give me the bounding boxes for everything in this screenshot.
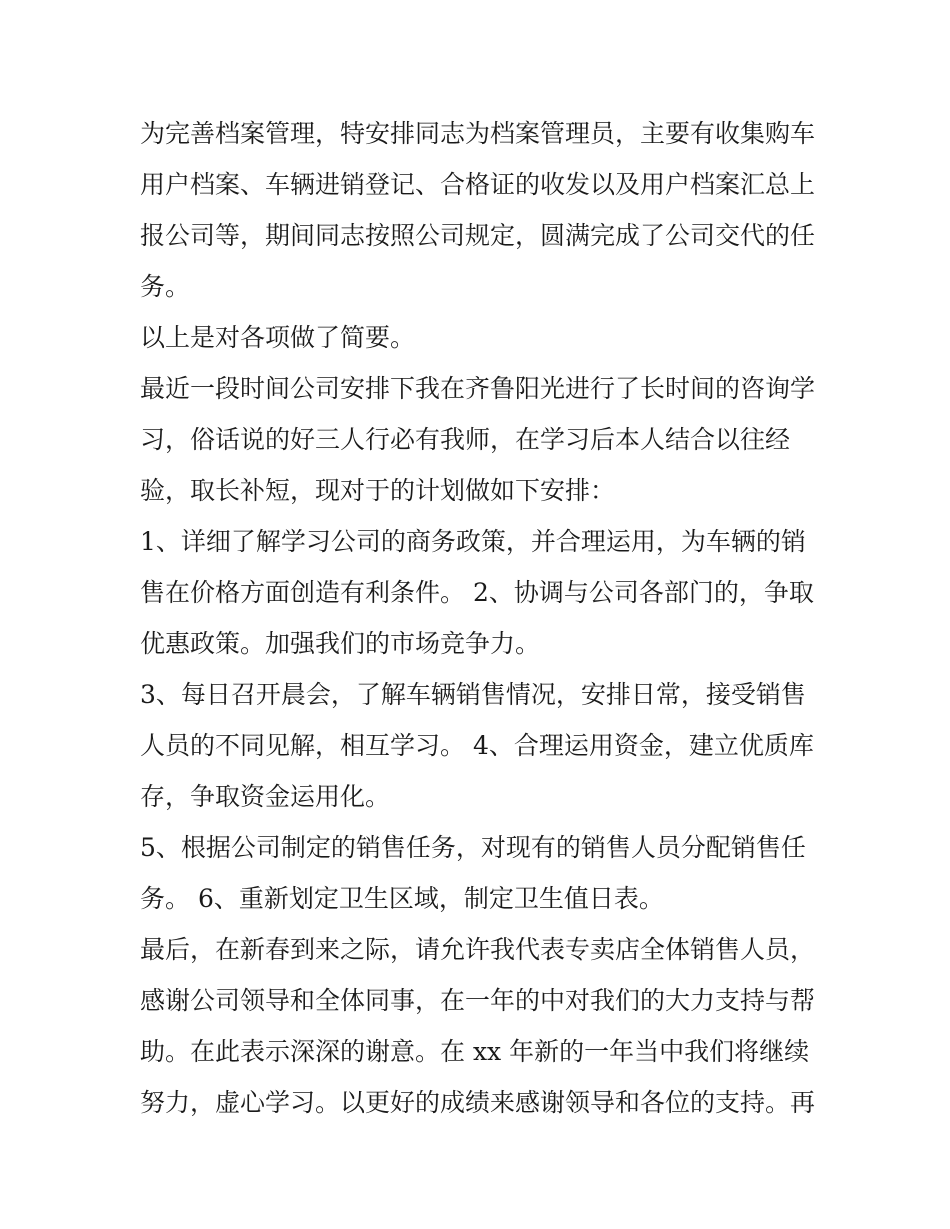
text-line-6: 最近一段时间公司安排下我在齐鲁阳光进行了长时间的咨询学: [140, 374, 816, 403]
text-line-7: 习，俗话说的好三人行必有我师，在学习后本人结合以往经: [140, 425, 791, 454]
text-line-5: 以上是对各项做了简要。: [140, 323, 416, 352]
text-line-20: 努力，虚心学习。以更好的成绩来感谢领导和各位的支持。再: [140, 1088, 816, 1117]
text-line-18: 感谢公司领导和全体同事，在一年的中对我们的大力支持与帮: [140, 986, 816, 1015]
text-line-3: 报公司等，期间同志按照公司规定，圆满完成了公司交代的任: [140, 221, 816, 250]
text-line-17: 最后，在新春到来之际，请允许我代表专卖店全体销售人员，: [140, 935, 816, 964]
text-line-19: 助。在此表示深深的谢意。在 xx 年新的一年当中我们将继续: [140, 1037, 810, 1066]
text-line-13: 人员的不同见解，相互学习。 4、合理运用资金，建立优质库: [140, 731, 814, 760]
text-line-12: 3、每日召开晨会，了解车辆销售情况，安排日常，接受销售: [140, 680, 806, 709]
text-line-4: 务。: [140, 272, 191, 301]
text-line-8: 验，取长补短，现对于的计划做如下安排：: [140, 476, 616, 505]
text-line-14: 存，争取资金运用化。: [140, 782, 391, 811]
text-line-9: 1、详细了解学习公司的商务政策，并合理运用，为车辆的销: [140, 527, 806, 556]
text-line-10: 售在价格方面创造有利条件。 2、协调与公司各部门的，争取: [140, 578, 814, 607]
text-line-2: 用户档案、车辆进销登记、合格证的收发以及用户档案汇总上: [140, 170, 816, 199]
text-line-11: 优惠政策。加强我们的市场竞争力。: [140, 629, 541, 658]
text-line-15: 5、根据公司制定的销售任务，对现有的销售人员分配销售任: [140, 833, 806, 862]
text-line-16: 务。 6、重新划定卫生区域，制定卫生值日表。: [140, 884, 664, 913]
text-line-1: 为完善档案管理，特安排同志为档案管理员，主要有收集购车: [140, 119, 816, 148]
document-body: [140, 108, 820, 1128]
